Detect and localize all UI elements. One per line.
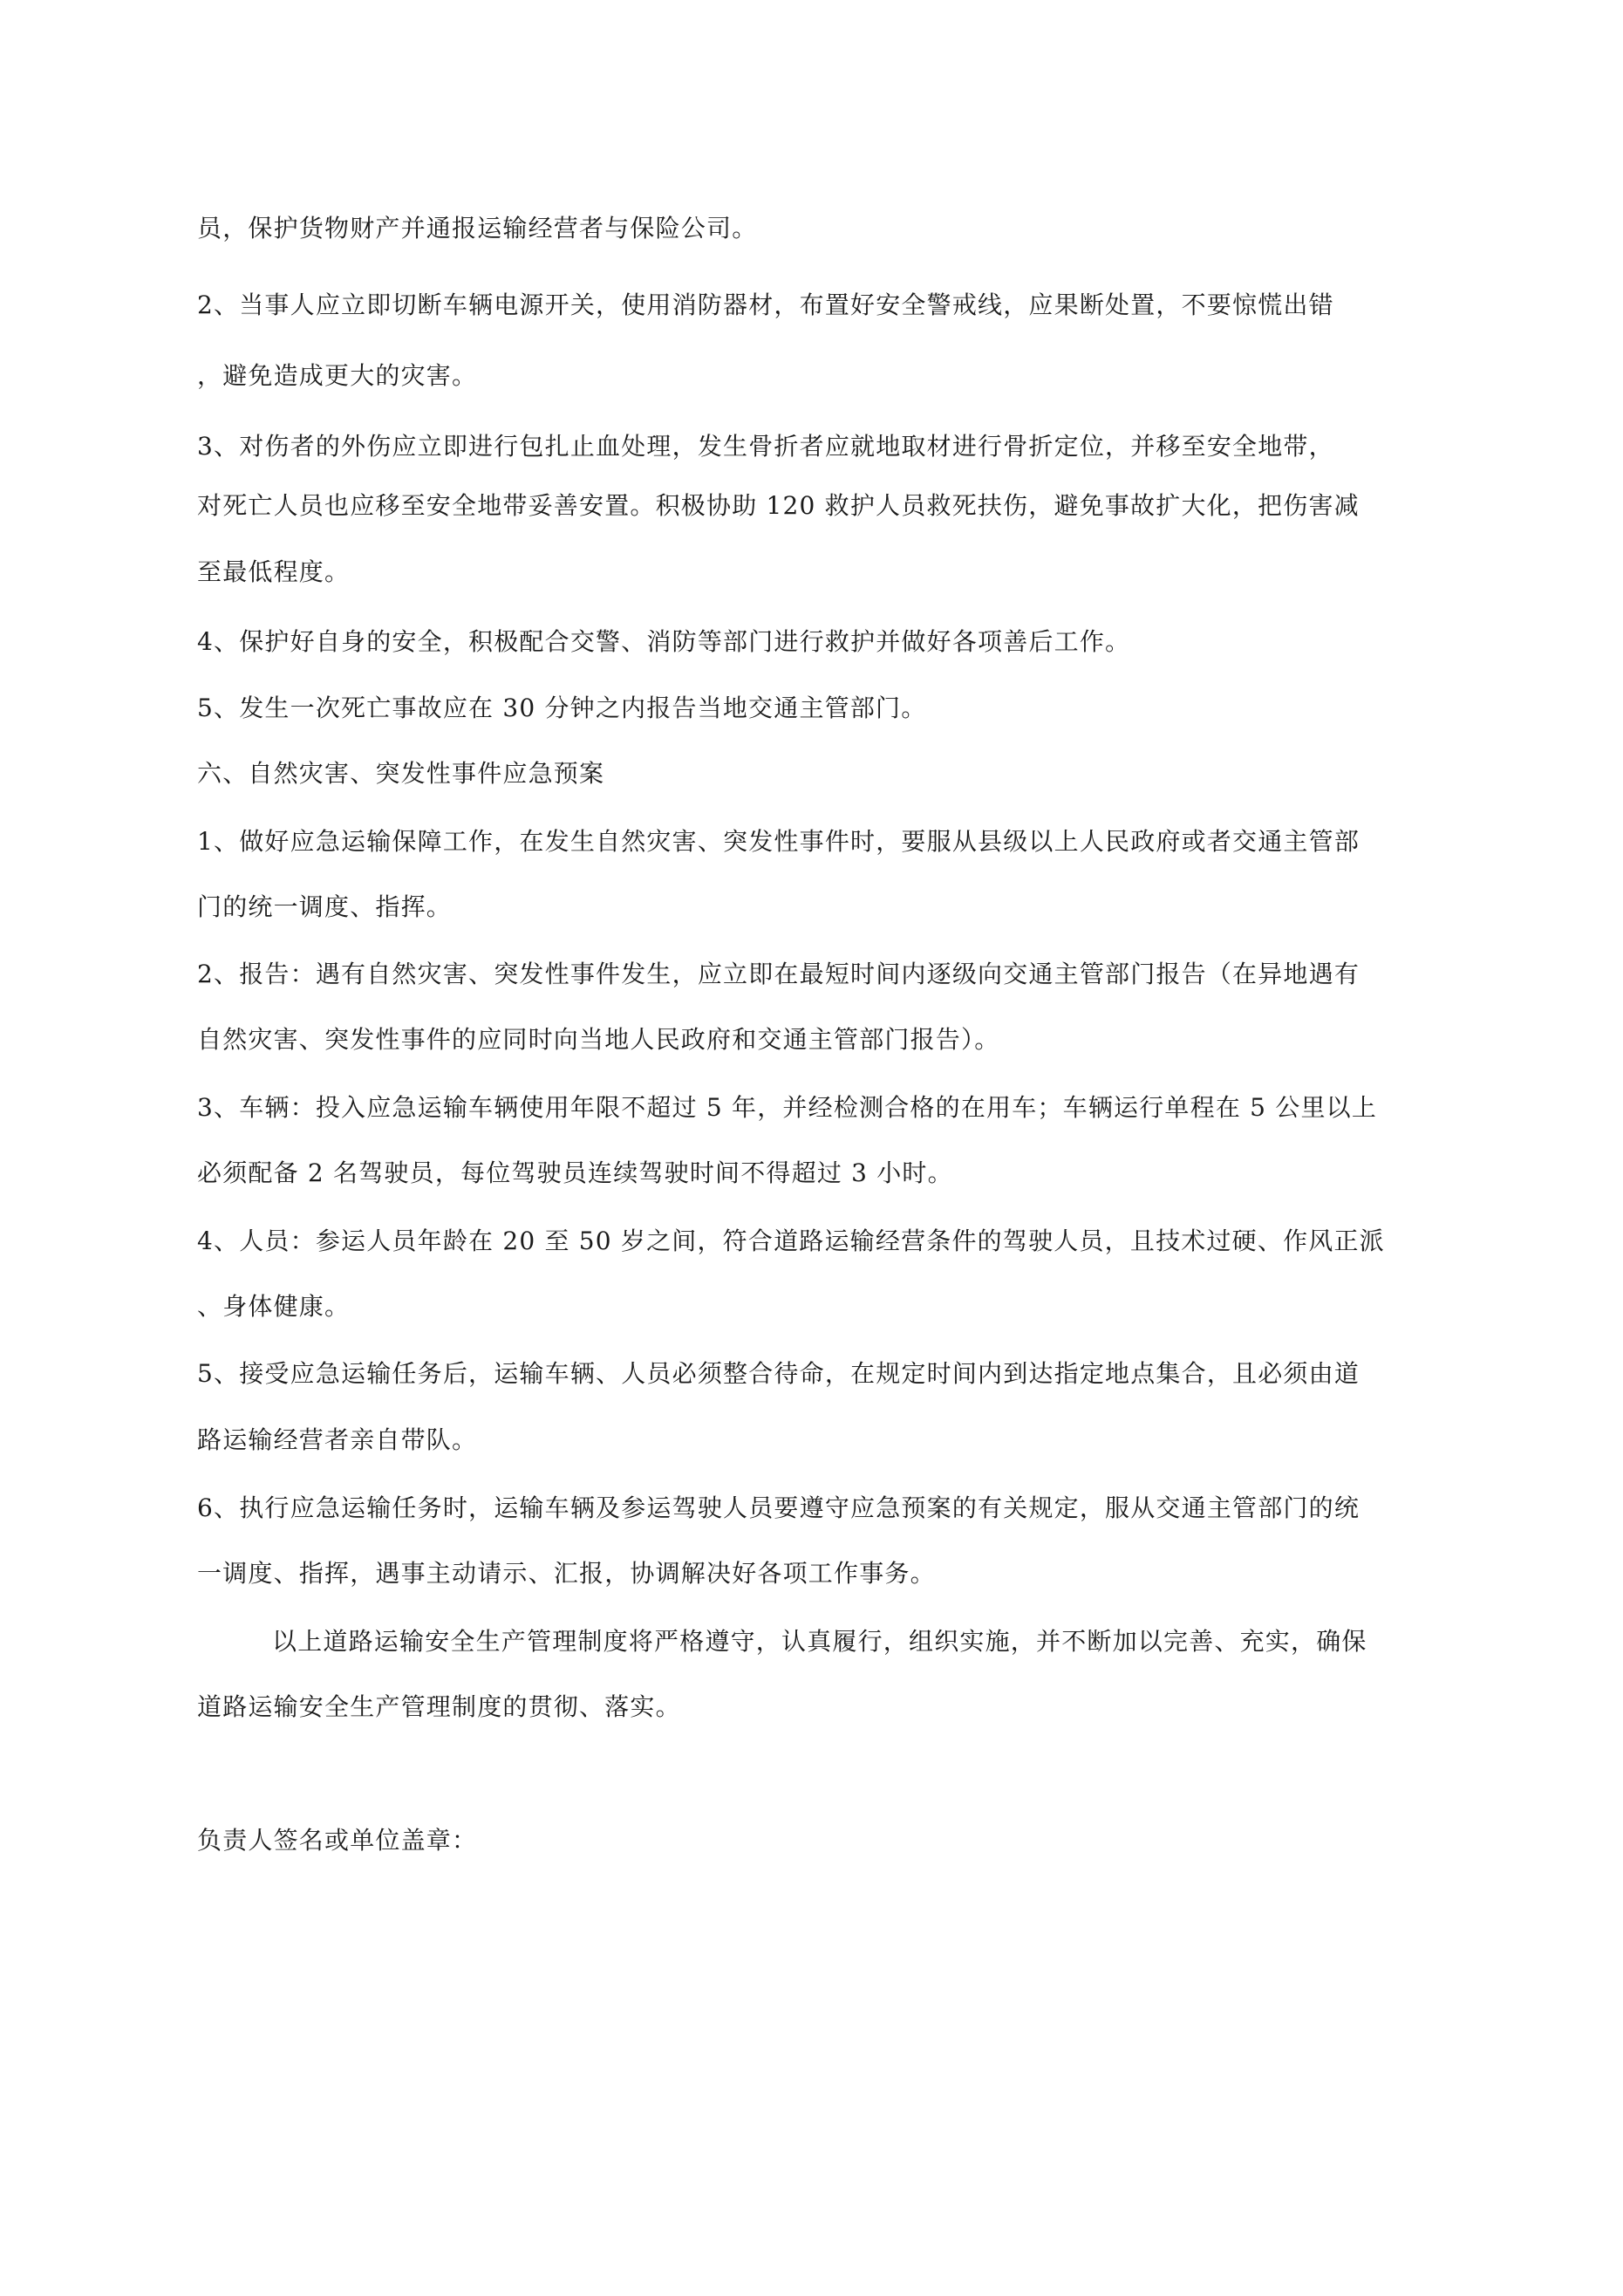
paragraph-line: 至最低程度。 (197, 557, 351, 586)
closing-paragraph-line: 以上道路运输安全生产管理制度将严格遵守，认真履行，组织实施，并不断加以完善、充实，确保 (272, 1627, 1367, 1656)
paragraph-line: 4、人员：参运人员年龄在 20 至 50 岁之间，符合道路运输经营条件的驾驶人员，且技术过硬、作风正派 (197, 1227, 1385, 1255)
paragraph-line: 、身体健康。 (197, 1292, 351, 1321)
signature-label: 负责人签名或单位盖章： (197, 1826, 478, 1855)
paragraph-line: 员，保护货物财产并通报运输经营者与保险公司。 (197, 214, 758, 243)
paragraph-line: 5、接受应急运输任务后，运输车辆、人员必须整合待命，在规定时间内到达指定地点集合，且必须由道 (197, 1359, 1360, 1388)
paragraph-line: 门的统一调度、指挥。 (197, 892, 453, 921)
paragraph-line: 2、当事人应立即切断车辆电源开关，使用消防器材，布置好安全警戒线，应果断处置，不要惊慌出错 (197, 290, 1334, 319)
paragraph-line: 必须配备 2 名驾驶员，每位驾驶员连续驾驶时间不得超过 3 小时。 (197, 1158, 953, 1187)
paragraph-line: 3、对伤者的外伤应立即进行包扎止血处理，发生骨折者应就地取材进行骨折定位，并移至安全地带， (197, 432, 1334, 461)
paragraph-line: 1、做好应急运输保障工作，在发生自然灾害、突发性事件时，要服从县级以上人民政府或者交通主管部 (197, 827, 1360, 856)
paragraph-line: 对死亡人员也应移至安全地带妥善安置。积极协助 120 救护人员救死扶伤，避免事故扩大化，把伤害减 (197, 491, 1360, 520)
paragraph-line: 自然灾害、突发性事件的应同时向当地人民政府和交通主管部门报告）。 (197, 1025, 1000, 1054)
paragraph-line: 6、执行应急运输任务时，运输车辆及参运驾驶人员要遵守应急预案的有关规定，服从交通主管部门的统 (197, 1493, 1360, 1522)
paragraph-line: 2、报告：遇有自然灾害、突发性事件发生，应立即在最短时间内逐级向交通主管部门报告（在异地遇有 (197, 960, 1360, 988)
closing-paragraph-line: 道路运输安全生产管理制度的贯彻、落实。 (197, 1692, 681, 1721)
paragraph-line: 3、车辆：投入应急运输车辆使用年限不超过 5 年，并经检测合格的在用车；车辆运行单程在 5 公里以上 (197, 1093, 1378, 1122)
paragraph-line: 4、保护好自身的安全，积极配合交警、消防等部门进行救护并做好各项善后工作。 (197, 627, 1131, 656)
paragraph-line: 一调度、指挥，遇事主动请示、汇报，协调解决好各项工作事务。 (197, 1559, 936, 1588)
paragraph-line: 5、发生一次死亡事故应在 30 分钟之内报告当地交通主管部门。 (197, 694, 927, 722)
paragraph-line: 路运输经营者亲自带队。 (197, 1425, 478, 1454)
section-heading: 六、自然灾害、突发性事件应急预案 (197, 759, 605, 788)
paragraph-line: ，避免造成更大的灾害。 (197, 361, 478, 390)
